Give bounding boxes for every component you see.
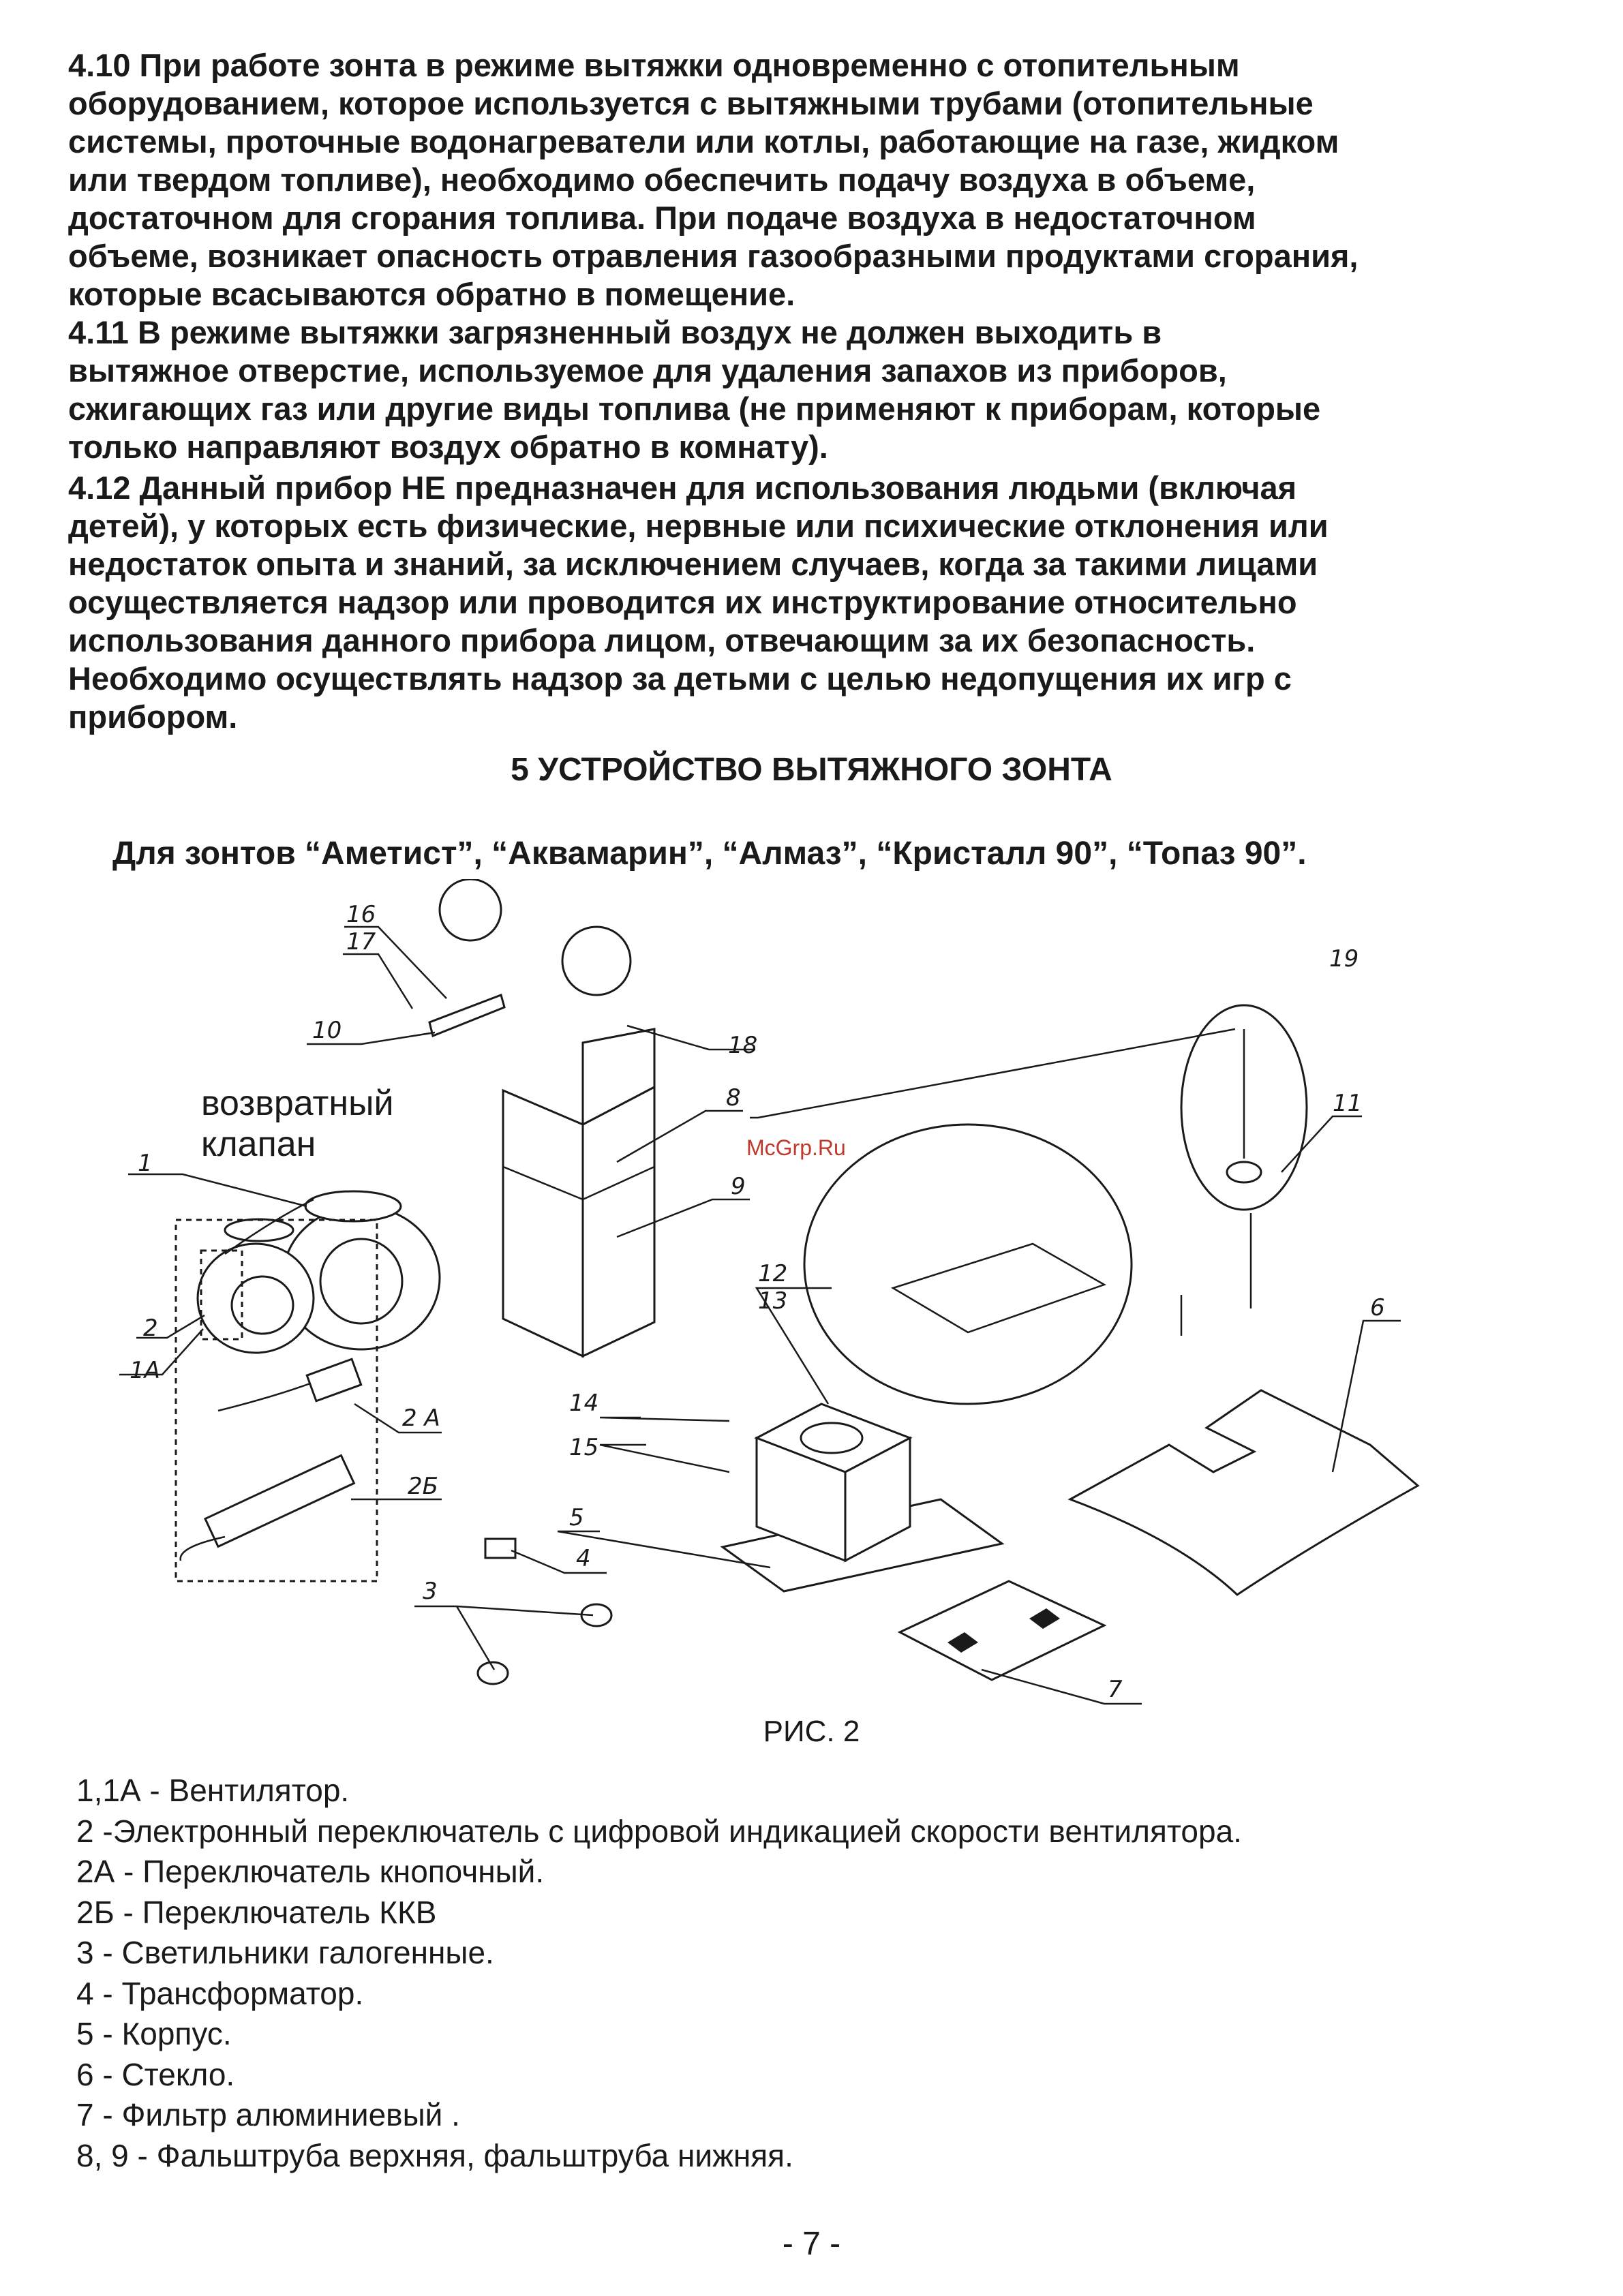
legend-item: 5 - Корпус. xyxy=(76,2016,232,2051)
callout-19: 19 xyxy=(1329,945,1359,973)
callout-8: 8 xyxy=(726,1084,741,1112)
callout-2a: 2 А xyxy=(402,1405,440,1432)
legend-item: 1,1А - Вентилятор. xyxy=(76,1773,350,1808)
valve-label-line2: клапан xyxy=(201,1124,316,1164)
legend-item: 6 - Стекло. xyxy=(76,2056,235,2092)
legend-item: 8, 9 - Фальштруба верхняя, фальштруба нижняя. xyxy=(76,2137,793,2173)
watermark: McGrp.Ru xyxy=(746,1135,846,1160)
fan-assembly xyxy=(198,1191,440,1353)
callout-3: 3 xyxy=(423,1578,438,1605)
glass-panel xyxy=(1070,1390,1418,1595)
paragraph-4-12: 4.12 Данный прибор НЕ предназначен для использования людьми (включая детей), у которых есть физические, нервные или психические отклонения или недостаток опыта и знаний, за исключением случаев, когда за такими лицами осуществляется надзор или проводится их инструктирование относительно использования данного прибора лицом, отвечающим за их безопасность. Необходимо осуществлять надзор за детьми с целью недопущения их игр с прибором. xyxy=(68,470,1329,735)
switch-kkv xyxy=(205,1456,354,1547)
models-line: Для зонтов “Аметист”, “Аквамарин”, “Алмаз”, “Кристалл 90”, “Топаз 90”. xyxy=(112,836,1307,872)
callout-17: 17 xyxy=(346,928,376,955)
legend-item: 2А - Переключатель кнопочный. xyxy=(76,1854,545,1889)
aluminium-filter xyxy=(900,1581,1104,1680)
callout-9: 9 xyxy=(731,1173,746,1200)
legend-item: 2Б - Переключатель ККВ xyxy=(76,1894,437,1930)
callout-13: 13 xyxy=(758,1287,788,1315)
hood-body xyxy=(723,1404,1002,1591)
halogen-lamp xyxy=(478,1662,508,1684)
button-switch xyxy=(307,1359,361,1401)
callout-2: 2 xyxy=(143,1315,158,1342)
page-number: - 7 - xyxy=(782,2226,841,2262)
callout-16: 16 xyxy=(346,901,376,928)
callout-5: 5 xyxy=(569,1504,584,1531)
callout-15: 15 xyxy=(569,1434,599,1461)
paragraph-4-11: 4.11 В режиме вытяжки загрязненный воздух не должен выходить в вытяжное отверстие, используемое для удаления запахов из приборов, сжигающих газ или другие виды топлива (не применяют к приборам, которые только направляют воздух обратно в комнату). xyxy=(68,314,1321,465)
legend-item: 4 - Трансформатор. xyxy=(76,1975,364,2011)
paragraph-4-10: 4.10 При работе зонта в режиме вытяжки одновременно с отопительным оборудованием, которое используется с вытяжными трубами (отопительные системы, проточные водонагреватели или котлы, работающие на газе, жидком или твердом топливе), необходимо обеспечить подачу воздуха в объеме, достаточном для сгорания топлива. При подаче воздуха в недостаточном объеме, возникает опасность отравления газообразными продуктами сгорания, которые всасываются обратно в помещение. xyxy=(68,47,1359,312)
callout-12: 12 xyxy=(758,1260,788,1287)
callout-14: 14 xyxy=(569,1390,599,1417)
callout-4: 4 xyxy=(576,1545,591,1572)
callout-18: 18 xyxy=(728,1032,758,1059)
transformer xyxy=(485,1539,515,1558)
valve-label-line1: возвратный xyxy=(201,1084,394,1123)
legend-item: 7 - Фильтр алюминиевый . xyxy=(76,2097,460,2132)
chimney xyxy=(503,1029,654,1356)
callout-1a: 1А xyxy=(130,1357,160,1384)
legend-item: 3 - Светильники галогенные. xyxy=(76,1935,494,1970)
callout-2b: 2Б xyxy=(408,1473,438,1500)
legend-item: 2 -Электронный переключатель с цифровой индикацией скорости вентилятора. xyxy=(76,1813,1242,1849)
parts-legend xyxy=(76,1771,1242,2176)
callout-7: 7 xyxy=(1108,1676,1123,1703)
section-title: 5 УСТРОЙСТВО ВЫТЯЖНОГО ЗОНТА xyxy=(511,752,1112,788)
screw-detail xyxy=(440,879,501,940)
wall-bracket xyxy=(429,995,504,1036)
exploded-diagram xyxy=(0,879,1623,1711)
callout-11: 11 xyxy=(1333,1090,1363,1117)
callout-1: 1 xyxy=(138,1150,153,1177)
screw-detail xyxy=(562,927,631,995)
callout-10: 10 xyxy=(312,1017,342,1044)
figure-caption: РИС. 2 xyxy=(763,1715,860,1748)
callout-6: 6 xyxy=(1370,1294,1385,1321)
